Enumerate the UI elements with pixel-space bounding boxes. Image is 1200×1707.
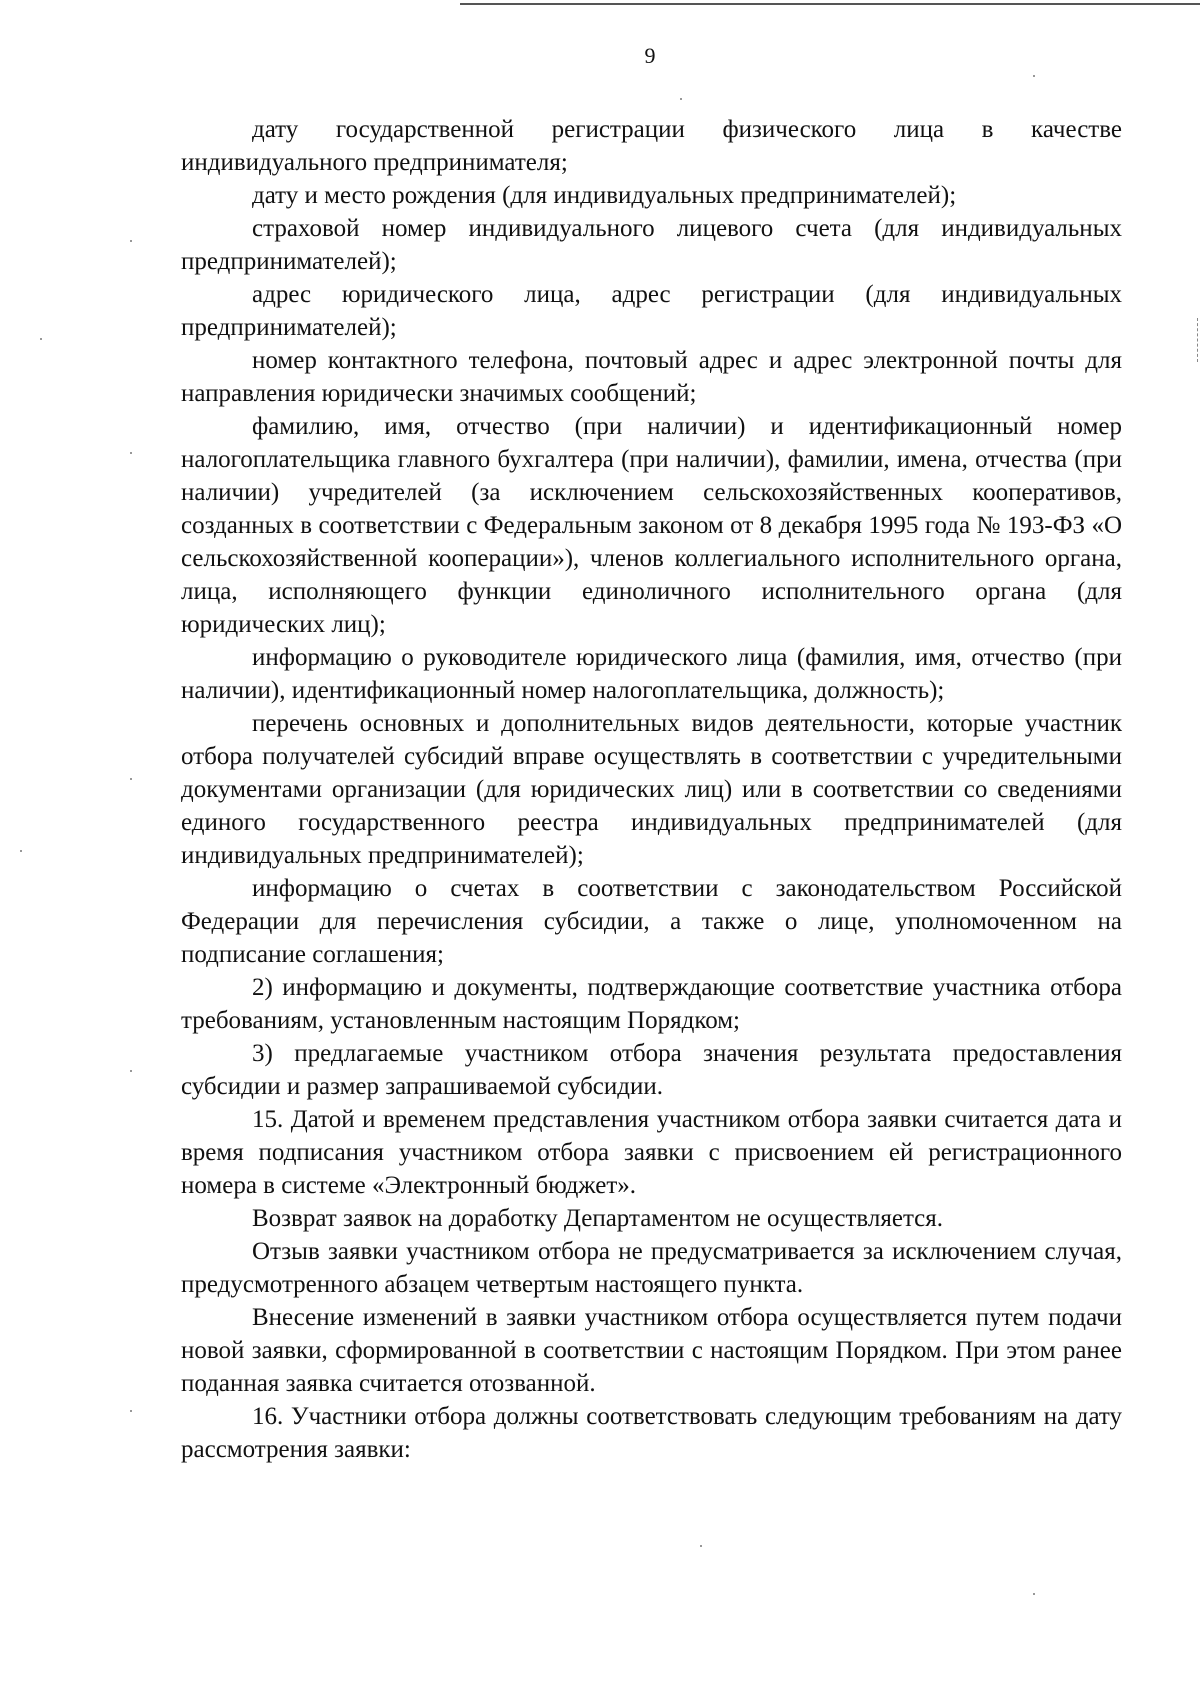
scan-speck bbox=[1033, 75, 1035, 77]
scan-speck bbox=[40, 338, 42, 340]
scan-speck bbox=[130, 452, 132, 454]
scan-speck bbox=[1033, 1593, 1035, 1595]
paragraph: дату государственной регистрации физического лица в качестве индивидуального предпринимателя; bbox=[181, 116, 1122, 176]
document-body bbox=[181, 113, 1122, 1466]
scan-speck bbox=[130, 1410, 132, 1412]
paragraph: 3) предлагаемые участником отбора значения результата предоставления субсидии и размер запрашиваемой субсидии. bbox=[181, 1040, 1122, 1100]
scan-margin-mark bbox=[1197, 318, 1199, 362]
paragraph: перечень основных и дополнительных видов деятельности, которые участник отбора получателей субсидий вправе осуществлять в соответствии с учредительными документами организации (для юридических лиц) или в соответствии со сведениями единого государственного реестра индивидуальных предпринимателей (для индивидуальных предпринимателей); bbox=[181, 710, 1122, 869]
paragraph: 15. Датой и временем представления участником отбора заявки считается дата и время подписания участником отбора заявки с присвоением ей регистрационного номера в системе «Электронный бюджет». bbox=[181, 1106, 1122, 1199]
paragraph: номер контактного телефона, почтовый адрес и адрес электронной почты для направления юридически значимых сообщений; bbox=[181, 347, 1122, 407]
page-number: 9 bbox=[644, 43, 656, 68]
paragraph: информацию о счетах в соответствии с законодательством Российской Федерации для перечисления субсидии, а также о лице, уполномоченном на подписание соглашения; bbox=[181, 875, 1122, 968]
paragraph: Отзыв заявки участником отбора не предусматривается за исключением случая, предусмотренного абзацем четвертым настоящего пункта. bbox=[181, 1238, 1122, 1298]
paragraph: страховой номер индивидуального лицевого счета (для индивидуальных предпринимателей); bbox=[181, 215, 1122, 275]
paragraph: Возврат заявок на доработку Департаментом не осуществляется. bbox=[252, 1205, 944, 1232]
scan-speck bbox=[700, 1545, 702, 1547]
paragraph: 16. Участники отбора должны соответствовать следующим требованиям на дату рассмотрения заявки: bbox=[181, 1403, 1122, 1463]
paragraph: 2) информацию и документы, подтверждающие соответствие участника отбора требованиям, установленным настоящим Порядком; bbox=[181, 974, 1122, 1034]
paragraph: адрес юридического лица, адрес регистрации (для индивидуальных предпринимателей); bbox=[181, 281, 1122, 341]
paragraph: Внесение изменений в заявки участником отбора осуществляется путем подачи новой заявки, сформированной в соответствии с настоящим Порядком. При этом ранее поданная заявка считается отозванной. bbox=[181, 1304, 1122, 1397]
scan-speck bbox=[130, 240, 132, 242]
scan-speck bbox=[130, 778, 132, 780]
paragraph: дату и место рождения (для индивидуальных предпринимателей); bbox=[252, 182, 957, 209]
scan-speck bbox=[20, 850, 22, 852]
scan-speck bbox=[130, 1070, 132, 1072]
paragraph: фамилию, имя, отчество (при наличии) и идентификационный номер налогоплательщика главного бухгалтера (при наличии), фамилии, имена, отчества (при наличии) учредителей (за исключением сельскохозяйственных кооперативов, созданных в соответствии с Федеральным законом от 8 декабря 1995 года № 193-ФЗ «О сельскохозяйственной кооперации»), членов коллегиального исполнительного органа, лица, исполняющего функции единоличного исполнительного органа (для юридических лиц); bbox=[181, 413, 1122, 638]
scan-edge-line bbox=[460, 3, 1200, 5]
scan-speck bbox=[680, 98, 682, 100]
paragraph: информацию о руководителе юридического лица (фамилия, имя, отчество (при наличии), идентификационный номер налогоплательщика, должность); bbox=[181, 644, 1122, 704]
